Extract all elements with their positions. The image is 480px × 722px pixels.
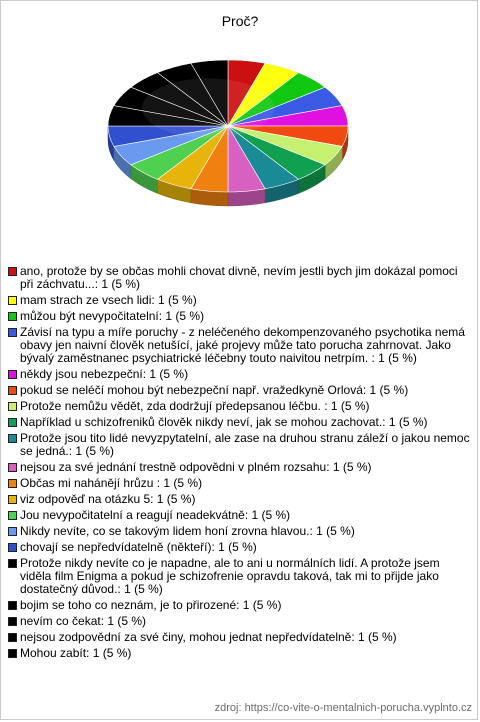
legend-swatch (8, 386, 17, 395)
legend-swatch (8, 312, 17, 321)
legend-item (8, 461, 470, 474)
legend-item (8, 310, 470, 323)
legend-item (8, 525, 470, 538)
legend-label: Jou nevypočitatelní a reagují neadekvátně: 1 (5 %) (20, 508, 291, 522)
legend-label: Například u schizofreniků člověk nikdy neví, jak se mohou zachovat.: 1 (5 %) (20, 415, 428, 429)
legend-swatch (8, 463, 17, 472)
source-note: zdroj: https://co-vite-o-mentalnich-porucha.vyplnto.cz (214, 702, 472, 714)
legend-item (8, 493, 470, 506)
legend-item (8, 599, 470, 612)
legend-swatch (8, 495, 17, 504)
legend-item (8, 368, 470, 381)
legend-swatch (8, 434, 17, 443)
legend-label: ano, protože by se občas mohli chovat divně, nevím jestli bych jim dokázal pomoci při záchvatu...: 1 (5 %) (20, 264, 458, 291)
legend-swatch (8, 601, 17, 610)
legend-swatch (8, 649, 17, 658)
legend-item (8, 541, 470, 554)
legend-label: viz odpověď na otázku 5: 1 (5 %) (20, 492, 196, 506)
legend-item (8, 326, 470, 365)
legend-swatch (8, 479, 17, 488)
legend-label: Protože nemůžu vědět, zda dodržují předepsanou léčbu. : 1 (5 %) (20, 399, 370, 413)
pie-highlight (142, 78, 274, 137)
legend-label: Protože jsou tito lidé nevyzpytatelní, ale zase na druhou stranu záleží o jakou nemoc se jedná.: 1 (5 %) (20, 431, 470, 458)
legend-item (8, 384, 470, 397)
legend-label: někdy jsou nebezpeční: 1 (5 %) (20, 367, 189, 381)
legend (8, 265, 470, 663)
legend-swatch (8, 402, 17, 411)
legend-swatch (8, 296, 17, 305)
legend-item (8, 294, 470, 307)
legend-label: Mohou zabít: 1 (5 %) (20, 646, 132, 660)
legend-label: chovají se nepředvídatelně (někteří): 1 (5 %) (20, 540, 257, 554)
legend-item (8, 477, 470, 490)
legend-label: můžou být nevypočitatelní: 1 (5 %) (20, 309, 205, 323)
legend-item (8, 509, 470, 522)
legend-item (8, 400, 470, 413)
legend-swatch (8, 543, 17, 552)
legend-label: bojim se toho co neznám, je to přirozené: 1 (5 %) (20, 598, 282, 612)
legend-label: mam strach ze vsech lidi: 1 (5 %) (20, 293, 197, 307)
legend-label: pokud se neléčí mohou být nebezpeční např. vražedkyně Orlová: 1 (5 %) (20, 383, 409, 397)
legend-swatch (8, 370, 17, 379)
legend-label: nejsou zodpovědní za své činy, mohou jednat nepředvídatelně: 1 (5 %) (20, 630, 397, 644)
legend-item (8, 647, 470, 660)
legend-swatch (8, 418, 17, 427)
legend-item (8, 615, 470, 628)
legend-label: nejsou za své jednání trestně odpovědni v plném rozsahu: 1 (5 %) (20, 460, 372, 474)
legend-label: Nikdy nevíte, co se takovým lidem honí zrovna hlavou.: 1 (5 %) (20, 524, 355, 538)
legend-item (8, 432, 470, 458)
legend-swatch (8, 617, 17, 626)
legend-swatch (8, 511, 17, 520)
legend-label: nevím co čekat: 1 (5 %) (20, 614, 147, 628)
pie-chart (0, 40, 480, 250)
legend-label: Protože nikdy nevíte co je napadne, ale to ani u normálních lidí. A protože jsem viděla film Enigma a pokud je schizofrenie opravdu taková, tak mi to přijde jako dostatečný důvod.: 1 (5 %) (20, 556, 440, 596)
legend-item (8, 557, 470, 596)
legend-swatch (8, 267, 17, 276)
legend-swatch (8, 633, 17, 642)
legend-item (8, 265, 470, 291)
legend-item (8, 631, 470, 644)
chart-title: Proč? (221, 13, 259, 29)
legend-label: Občas mi nahánějí hrůzu : 1 (5 %) (20, 476, 203, 490)
legend-item (8, 416, 470, 429)
legend-swatch (8, 527, 17, 536)
legend-label: Závisí na typu a míře poruchy - z neléčeného dekompenzovaného psychotika nemá obavy jen naivní člověk netušící, jaké projevy může tato porucha zahrnovat. Jako bývalý zaměstnanec psychiatrické léčebny touto naivitou netrpím. : 1 (5 %) (20, 325, 465, 365)
legend-swatch (8, 328, 17, 337)
legend-swatch (8, 559, 17, 568)
